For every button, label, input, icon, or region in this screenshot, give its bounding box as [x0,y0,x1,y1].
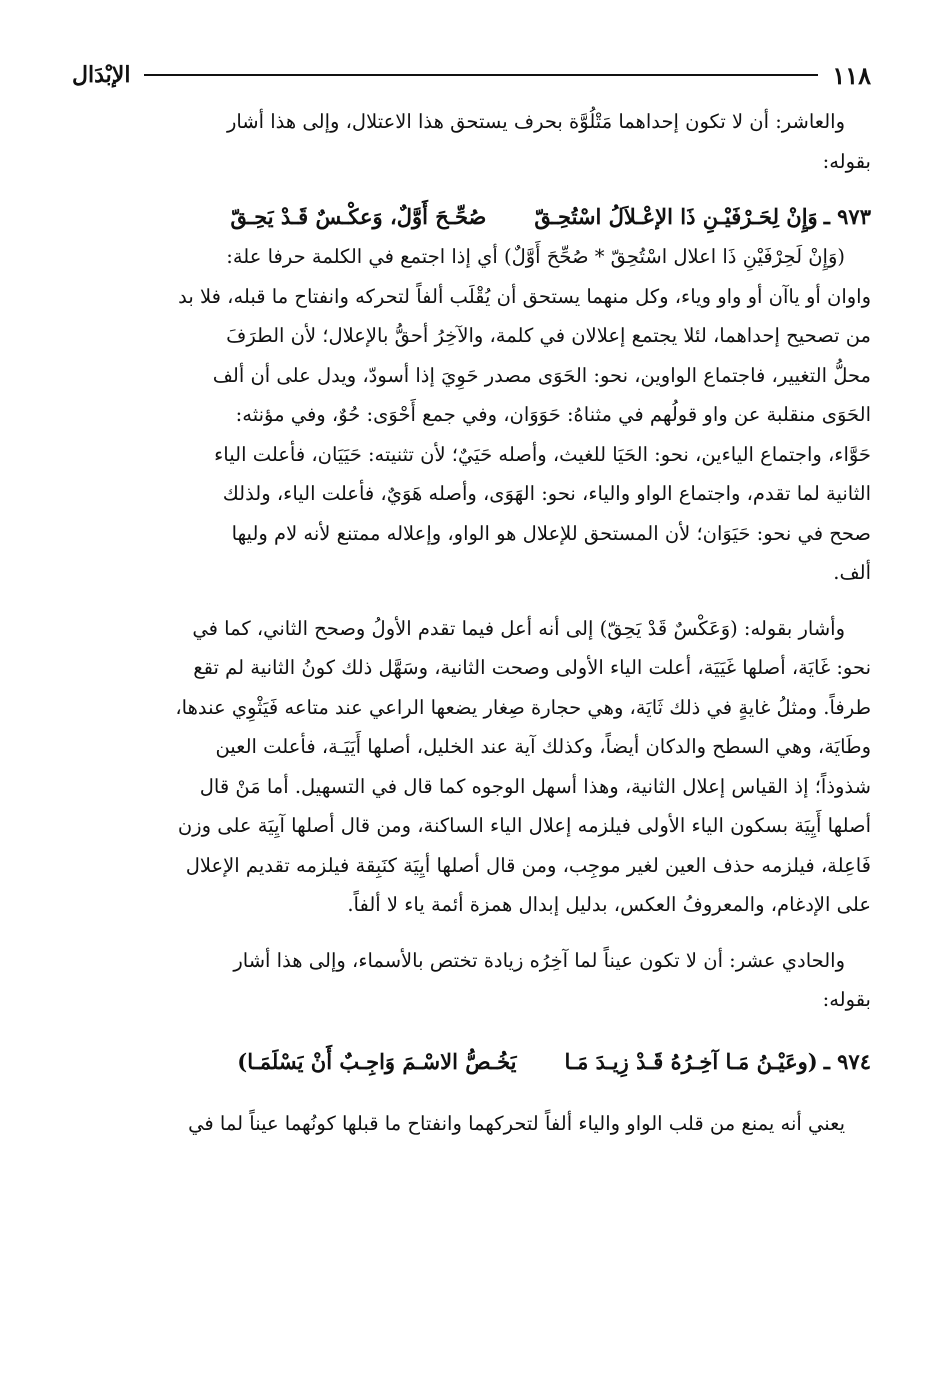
text-line: الحَوَى منقلبة عن واو قولُهم في مثناهُ: حَوَوَان، وفي جمع أَحْوَى: حُوٌ، وفي مؤنثه: [235,403,871,426]
text-line: محلُّ التغيير، فاجتماع الواوين، نحو: الحَوَى مصدر حَوِيَ إذا أسودّ، ويدل على أن ألف [212,363,871,387]
verse-hemistich-first: (وعَيْـنُ مَـا آخِـرُهُ قَـدْ زِيـدَ مَـا [564,1048,818,1074]
text-line: طرفاً. ومثلُ غايةٍ في ذلك ثَايَة، وهي حجارة صِغار يضعها الراعي عند متاعه فَيَثْوِي عندها، [175,695,871,719]
verse-974 [72,1042,871,1082]
text-line: أصلها أَيِيَة بسكون الياء الأولى فيلزمه إعلال الياء الساكنة، ومن قال أصلها آيِيَة على وزن [177,814,871,837]
text-line: واوان أو ياآن أو واو وياء، وكل منهما يستحق أن يُقْلَب ألفاً لتحركه وانفتاح ما قبله، فلا بد [178,284,871,308]
verse-hemistich-first: وَإِنْ لِحَـرْفَيْـنِ ذَا الإعْـلاَلُ اسْتُحِـقّ [534,204,818,229]
verse-hemistich-second: يَخُـصُّ الاسْـمَ وَاجِـبٌ أَنْ يَسْلَمَـا) [237,1048,517,1074]
running-title: الإبْدَال [72,62,131,88]
commentary-reverse-case [72,609,871,925]
verse-number: ٩٧٤ ـ [823,1048,871,1074]
page-header [72,58,871,92]
text-line: فَاعِلة، فيلزمه حذف العين لغير موجِب، ومن قال أصلها أيِيَة كنَبِقة فيلزمه تقديم الإعلال [185,853,871,877]
text-line: نحو: غَايَة، أصلها غَيَيَة، أعلت الياء الأولى وصحت الثانية، وسَهَّل ذلك كونُ الثانية لم تقع [193,656,871,679]
verse-number: ٩٧٣ ـ [823,204,871,229]
text-line: والحادي عشر: أن لا تكون عيناً لما آخِرُه زيادة تختص بالأسماء، وإلى هذا أشار [233,948,845,972]
text-line: حَوَّاء، واجتماع الياءين، نحو: الحَيَا للغيث، وأصله حَيَيٌ؛ لأن تثنيته: حَيَيَان، فأعلت الياء [214,442,871,466]
header-rule [144,74,818,76]
text-line: شذوذاً؛ إذ القياس إعلال الثانية، وهذا أسهل الوجوه كما قال في التسهيل. أما مَنْ قال [199,774,871,798]
text-line: وأشار بقوله: (وَعَكْسٌ قَدْ يَحِقّ) إلى أنه أعل فيما تقدم الأولُ وصحح الثاني، كما في [192,616,845,640]
text-line: يعني أنه يمنع من قلب الواو والياء ألفاً لتحركهما وانفتاح ما قبلها كونُهما عيناً لما في [188,1111,845,1135]
section-tenth-condition [72,102,871,181]
text-line: على الإدغام، والمعروفُ العكس، بدليل إبدال همزة أئمة ياء لا ألفاً. [347,893,871,916]
commentary-973 [72,237,871,593]
commentary-974 [72,1104,871,1144]
text-line: وطَايَة، وهي السطح والدكان أيضاً، وكذلك آية عند الخليل، أصلها أَيَيَـة، فأعلت العين [215,735,871,758]
text-line: صحح في نحو: حَيَوَان؛ لأن المستحق للإعلال هو الواو، وإعلاله ممتنع لأنه لام وليها [231,521,871,545]
text-line: بقوله: [822,988,871,1011]
text-line: ألف. [833,561,871,584]
text-line: الثانية لما تقدم، واجتماع الواو والياء، نحو: الهَوَى، وأصله هَوَيٌ، فأعلت الياء، ولذلك [222,482,871,505]
verse-973 [72,197,871,237]
page-number: ١١٨ [832,60,871,90]
text-line: والعاشر: أن لا تكون إحداهما مَتْلُوَّة بحرف يستحق هذا الاعتلال، وإلى هذا أشار [226,110,845,133]
section-eleventh-condition [72,941,871,1020]
text-line: من تصحيح إحداهما، لئلا يجتمع إعلالان في كلمة، والآخِرُ أحقُّ بالإعلال؛ لأن الطرَفَ [226,324,871,347]
text-line: (وَإِنْ لَحِرْفَيْنِ ذَا اعلال اسْتُحِقّ * صُحِّحَ أَوَّلٌ) أي إذا اجتمع في الكلمة حرفا علة: [226,245,845,268]
verse-hemistich-second: صُحِّـحَ أَوَّلٌ، وَعكْـسٌ قَـدْ يَحِـقّ [230,204,487,229]
text-line: بقوله: [822,149,871,173]
